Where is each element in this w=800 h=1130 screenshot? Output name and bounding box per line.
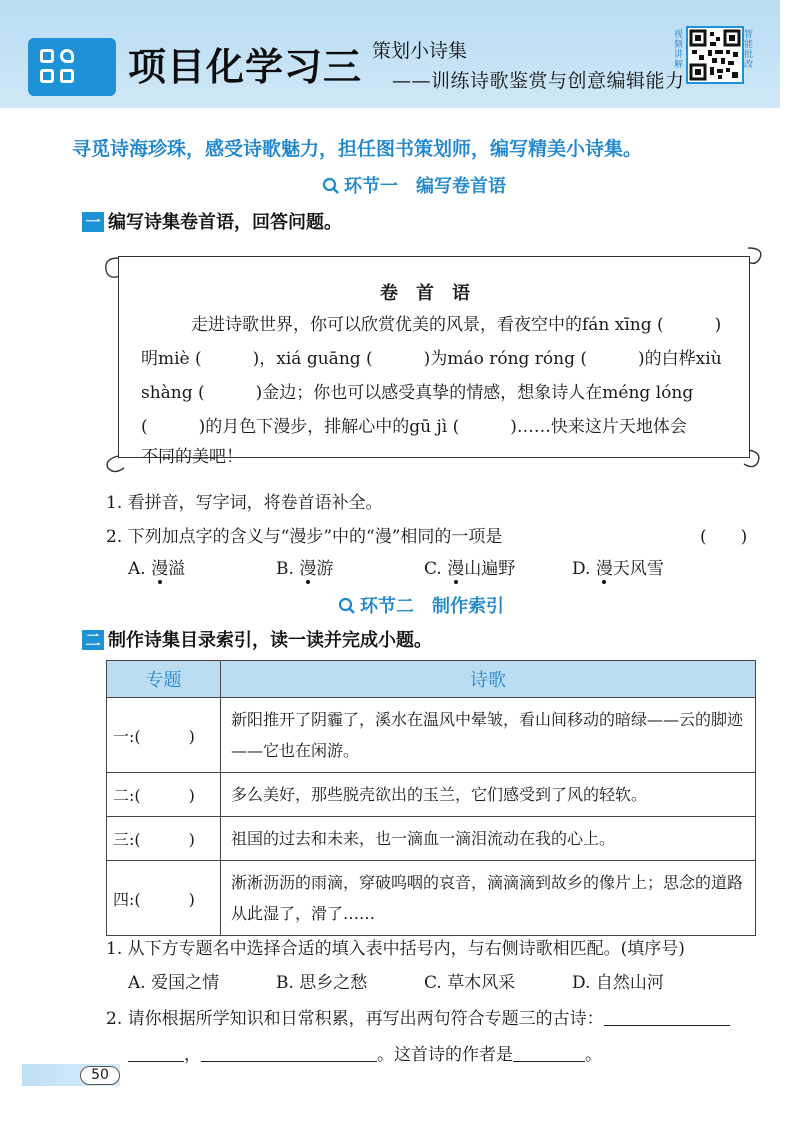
author-prompt: 。这首诗的作者是 [377,1045,513,1065]
poem-cell: 多么美好，那些脱壳欲出的玉兰，它们感受到了风的轻软。 [221,773,756,817]
scroll-line-5: 不同的美吧！ [141,447,243,467]
question-2-1: 1. 从下方专题名中选择合适的填入表中括号内，与右侧诗歌相匹配。(填序号) [106,939,685,959]
choice-a: A. 爱国之情 [128,973,220,993]
question-1-2: 2. 下列加点字的含义与“漫步”中的“漫”相同的一项是 [106,527,503,547]
answer-blank-2[interactable] [128,1043,184,1062]
qr-right-label: 智能批改 [744,30,754,70]
section-two-heading [338,592,504,618]
preface-scroll [104,240,764,475]
option-d[interactable] [572,554,664,579]
choice-d: D. 自然山河 [572,973,664,993]
poem-cell: 祖国的过去和未来，也一滴血一滴泪流动在我的心上。 [221,817,756,861]
question-2-2 [106,1004,730,1029]
poem-cell: 新阳推开了阴霾了，溪水在温风中晕皱，看山间移动的暗绿——云的脚迹——它也在闲游。 [221,698,756,773]
table-header-row [107,661,756,698]
question-two-text: 制作诗集目录索引，读一读并完成小题。 [108,630,432,651]
option-text: 山遍野 [464,559,516,579]
option-label: D. [572,559,596,579]
topic-cell[interactable]: 三:( ) [107,817,221,861]
question-two-heading [82,626,432,652]
period-text: 。 [585,1045,602,1065]
topic-cell[interactable]: 二:( ) [107,773,221,817]
section-one-title: 环节一 编写卷首语 [344,176,506,197]
scroll-body [118,256,750,467]
option-text: 天风雪 [612,559,664,579]
topic-cell[interactable]: 一:( ) [107,698,221,773]
option-text: 溢 [168,559,186,579]
question-1-1: 1. 看拼音，写字词，将卷首语补全。 [106,493,383,513]
question-two-number: 二 [82,630,104,650]
question-one-number: 一 [82,212,104,232]
author-blank[interactable] [513,1043,585,1062]
page-number: 50 [80,1066,120,1085]
logo-icon [28,38,116,96]
page-header [0,0,780,108]
scroll-line-1: 走进诗歌世界，你可以欣赏优美的风景，看夜空中的fán xīng ( ) [191,315,722,335]
magnifier-icon [338,597,356,615]
qr-code-icon[interactable] [686,26,744,84]
qr-code-panel[interactable] [676,24,756,100]
table-row [107,773,756,817]
answer-paren[interactable]: ( ) [700,527,748,547]
table-row [107,817,756,861]
section-two-title: 环节二 制作索引 [360,596,504,617]
dotted-char: 漫 [447,559,465,579]
scroll-line-4: ( )的月色下漫步，排解心中的gū jì ( )……快来这片天地体会 [141,417,687,437]
option-b[interactable] [276,554,333,579]
dotted-char: 漫 [299,559,317,579]
option-label: A. [128,559,152,579]
dotted-char: 漫 [151,559,169,579]
answer-blank-1[interactable] [604,1007,730,1026]
dotted-char: 漫 [595,559,613,579]
option-c[interactable] [424,554,515,579]
header-poem: 诗歌 [221,661,756,698]
answer-blank-3[interactable] [201,1043,377,1062]
table-row [107,698,756,773]
scroll-line-3: shàng ( )金边；你也可以感受真挚的情感，想象诗人在méng lóng [141,383,694,403]
table-row [107,861,756,936]
qr-left-label: 视频讲解 [674,30,684,70]
header-subtitle-2: ——训练诗歌鉴赏与创意编辑能力 [392,70,685,92]
option-label: B. [276,559,300,579]
question-one-text: 编写诗集卷首语，回答问题。 [108,212,342,233]
scroll-line-2: 明miè ( )，xiá guāng ( )为máo róng róng ( )的白桦xiù [141,349,722,369]
header-subtitle: 策划小诗集 [372,40,468,62]
option-label: C. [424,559,448,579]
page-number-bar [22,1064,120,1086]
option-a[interactable] [128,554,185,579]
intro-text: 寻觅诗海珍珠，感受诗歌魅力，担任图书策划师，编写精美小诗集。 [72,138,643,160]
topic-cell[interactable]: 四:( ) [107,861,221,936]
choice-b: B. 思乡之愁 [276,973,368,993]
question-2-2-line2 [128,1040,602,1065]
option-text: 游 [316,559,334,579]
poem-cell: 淅淅沥沥的雨滴，穿破呜咽的哀音，滴滴滴到故乡的像片上；思念的道路从此湿了，滑了…… [221,861,756,936]
section-one-heading [322,172,506,198]
header-title: 项目化学习三 [128,45,363,89]
header-topic: 专题 [107,661,221,698]
topic-table [106,660,756,936]
question-2-2-text: 2. 请你根据所学知识和日常积累，再写出两句符合专题三的古诗： [106,1009,604,1029]
choice-c: C. 草木风采 [424,973,516,993]
magnifier-icon [322,177,340,195]
scroll-title: 卷首语 [380,283,488,304]
comma-text: ， [184,1045,201,1065]
question-one-heading [82,208,342,234]
